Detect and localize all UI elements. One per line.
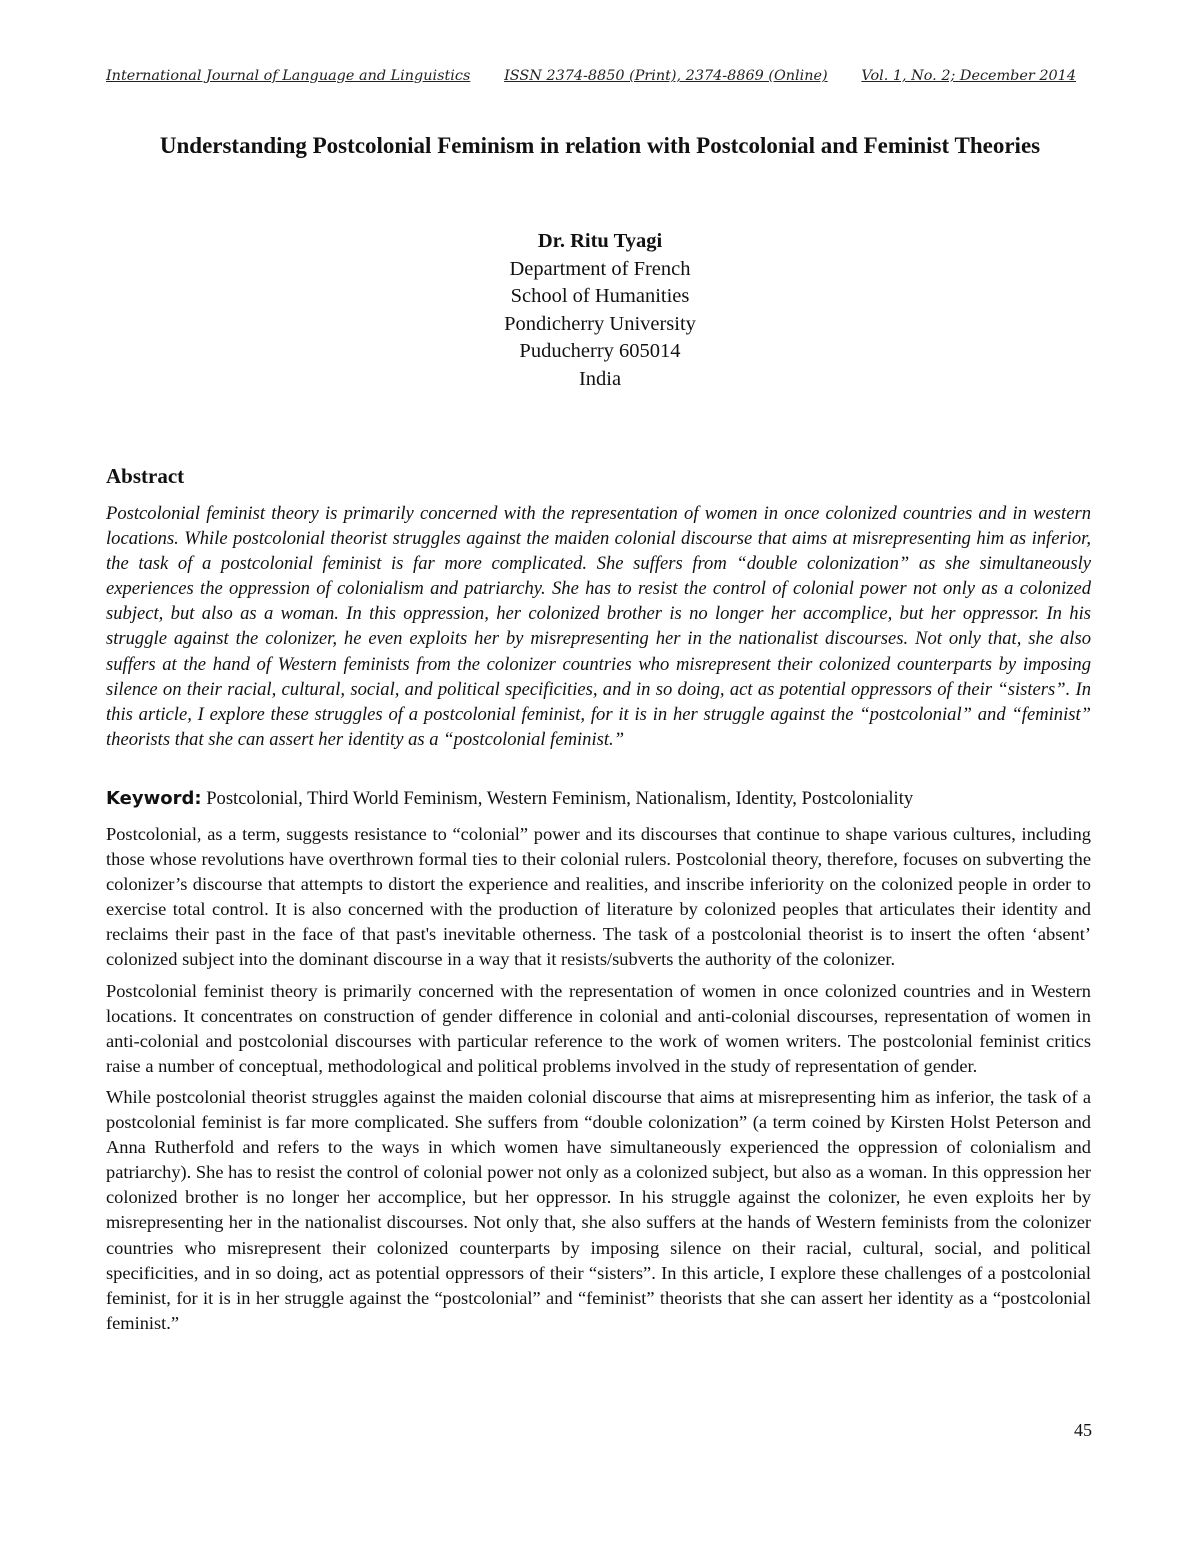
abstract-text: Postcolonial feminist theory is primarily concerned with the representation of women in once colonized countries and in western locations. While postcolonial theorist struggles against the maiden colonial discourse that aims at misrepresenting him as inferior, the task of a postcolonial feminist is far more complicated. She suffers from “double colonization” as she simultaneously experiences the oppression of colonialism and patriarchy. She has to resist the control of colonial power not only as a colonized subject, but also as a woman. In this oppression, her colonized brother is no longer her accomplice, but her oppressor. In his struggle against the colonizer, he even exploits her by misrepresenting her in the nationalist discourses. Not only that, she also suffers at the hand of Western feminists from the colonizer countries who misrepresent their colonized counterparts by imposing silence on their racial, cultural, social, and political specificities, and in so doing, act as potential oppressors of their “sisters”. In this article, I explore these struggles of a postcolonial feminist, for it is in her struggle against the “postcolonial” and “feminist” theorists that she can assert her identity as a “postcolonial feminist.” bbox=[106, 503, 1091, 750]
author-city: Puducherry 605014 bbox=[519, 340, 681, 362]
keyword-list: Postcolonial, Third World Feminism, Western Feminism, Nationalism, Identity, Postcoloniality bbox=[206, 788, 914, 809]
body-text bbox=[106, 822, 1091, 1342]
journal-volume: Vol. 1, No. 2; December 2014 bbox=[861, 68, 1076, 84]
author-school: School of Humanities bbox=[510, 285, 690, 307]
journal-name: International Journal of Language and Linguistics bbox=[106, 68, 471, 84]
paper-title: Understanding Postcolonial Feminism in relation with Postcolonial and Feminist Theories bbox=[159, 133, 1041, 158]
body-paragraph: While postcolonial theorist struggles against the maiden colonial discourse that aims at misrepresenting him as inferior, the task of a postcolonial feminist is far more complicated. She suffers from “double colonization” (a term coined by Kirsten Holst Peterson and Anna Rutherfold and refers to the ways in which women have simultaneously experienced the oppression of colonialism and patriarchy). She has to resist the control of colonial power not only as a colonized subject, but also as a woman. In this oppression her colonized brother is no longer her accomplice, but her oppressor. In his struggle against the colonizer, he even exploits her by misrepresenting her in the nationalist discourses. Not only that, she also suffers at the hands of Western feminists from the colonizer countries who misrepresent their colonized counterparts by imposing silence on their racial, cultural, social, and political specificities, and in so doing, act as potential oppressors of their “sisters”. In this article, I explore these challenges of a postcolonial feminist, for it is in her struggle against the “postcolonial” and “feminist” theorists that she can assert her identity as a “postcolonial feminist.” bbox=[106, 1086, 1091, 1333]
author-block bbox=[350, 228, 850, 393]
keyword-label: Keyword: bbox=[106, 788, 202, 809]
author-country: India bbox=[578, 367, 622, 390]
running-header bbox=[106, 68, 1076, 84]
body-paragraph: Postcolonial, as a term, suggests resistance to “colonial” power and its discourses that continue to shape various cultures, including those whose revolutions have overthrown formal ties to their colonial rulers. Postcolonial theory, therefore, focuses on subverting the colonizer’s discourse that attempts to distort the experience and realities, and inscribe inferiority on the colonized people in order to exercise total control. It is also concerned with the production of literature by colonized peoples that articulates their identity and reclaims their past in the face of that past's inevitable otherness. The task of a postcolonial theorist is to insert the often ‘absent’ colonized subject into the dominant discourse in a way that it resists/subverts the authority of the colonizer. bbox=[106, 824, 1091, 970]
body-paragraph: Postcolonial feminist theory is primarily concerned with the representation of women in once colonized countries and in Western locations. It concentrates on construction of gender difference in colonial and anti-colonial discourses, representation of women in anti-colonial and postcolonial discourses with particular reference to the work of women writers. The postcolonial feminist critics raise a number of conceptual, methodological and political problems involved in the study of representation of gender. bbox=[106, 980, 1091, 1076]
author-name: Dr. Ritu Tyagi bbox=[537, 230, 663, 252]
author-university: Pondicherry University bbox=[504, 312, 696, 335]
journal-issn: ISSN 2374-8850 (Print), 2374-8869 (Online) bbox=[504, 68, 828, 84]
page-number: 45 bbox=[1074, 1420, 1092, 1440]
keyword-line bbox=[106, 786, 1091, 812]
author-department: Department of French bbox=[509, 257, 691, 280]
abstract-heading: Abstract bbox=[106, 464, 185, 488]
